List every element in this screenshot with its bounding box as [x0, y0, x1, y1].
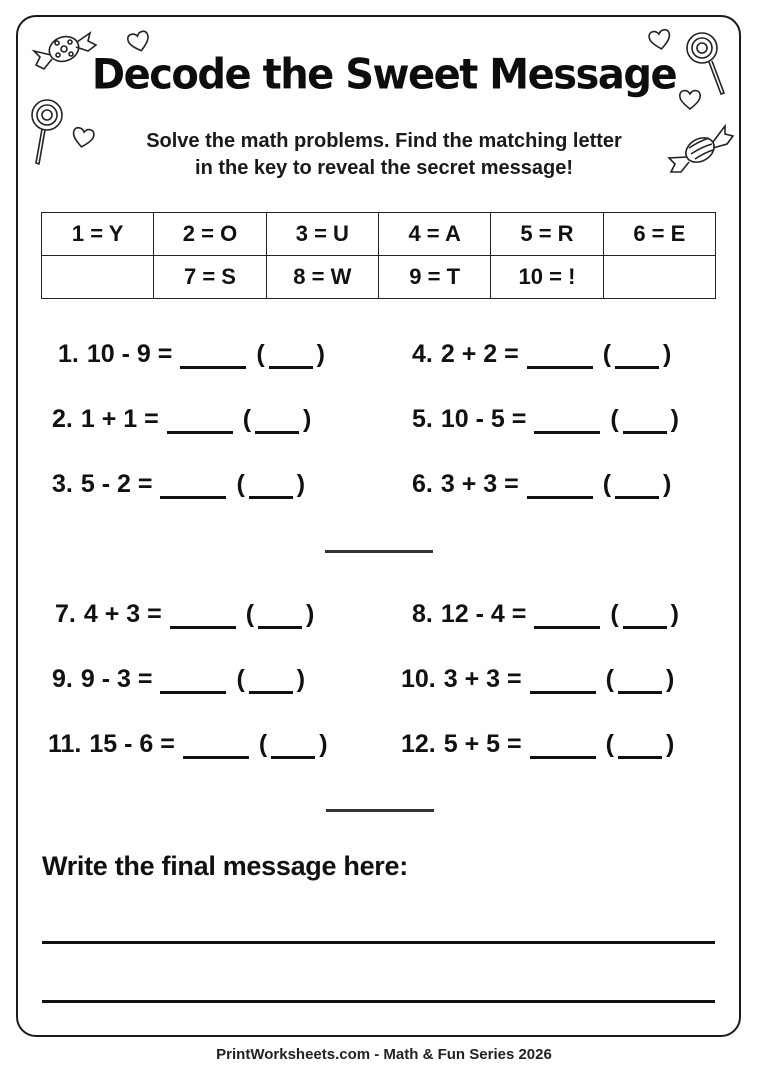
letter-blank[interactable] — [615, 479, 659, 499]
problem-6: 6. 3 + 3 = ( ) — [412, 470, 672, 498]
problem-number: 11. — [48, 730, 82, 758]
problem-expression: 2 + 2 = — [440, 340, 519, 368]
key-cell: 8 = W — [266, 256, 378, 299]
answer-blank[interactable] — [534, 609, 600, 629]
problem-number: 9. — [52, 665, 73, 693]
key-cell: 2 = O — [154, 213, 266, 256]
worksheet-title: Decode the Sweet Message — [91, 50, 677, 100]
problem-number: 3. — [52, 470, 73, 498]
problem-number: 5. — [412, 405, 433, 433]
answer-blank[interactable] — [527, 349, 593, 369]
word-separator-2 — [326, 809, 434, 812]
problem-10: 10. 3 + 3 = ( ) — [401, 665, 675, 693]
letter-blank[interactable] — [618, 674, 662, 694]
answer-blank[interactable] — [170, 609, 236, 629]
problem-4: 4. 2 + 2 = ( ) — [412, 340, 672, 368]
instructions-line-2: in the key to reveal the secret message! — [195, 157, 573, 179]
problem-expression: 15 - 6 = — [89, 730, 175, 758]
problem-3: 3. 5 - 2 = ( ) — [52, 470, 306, 498]
answer-blank[interactable] — [534, 414, 600, 434]
key-cell-empty — [42, 256, 154, 299]
problem-number: 6. — [412, 470, 433, 498]
key-cell: 10 = ! — [491, 256, 603, 299]
problem-number: 7. — [55, 600, 76, 628]
letter-blank[interactable] — [271, 739, 315, 759]
answer-blank[interactable] — [160, 674, 226, 694]
problem-expression: 5 - 2 = — [80, 470, 153, 498]
problem-8: 8. 12 - 4 = ( ) — [412, 600, 679, 628]
problem-expression: 3 + 3 = — [443, 665, 522, 693]
problem-expression: 10 - 9 = — [86, 340, 173, 368]
problem-2: 2. 1 + 1 = ( ) — [52, 405, 312, 433]
answer-blank[interactable] — [527, 479, 593, 499]
letter-blank[interactable] — [615, 349, 659, 369]
problem-11: 11. 15 - 6 = ( ) — [48, 730, 328, 758]
key-cell: 1 = Y — [42, 213, 154, 256]
problem-expression: 1 + 1 = — [80, 405, 159, 433]
problem-9: 9. 9 - 3 = ( ) — [52, 665, 306, 693]
answer-blank[interactable] — [530, 739, 596, 759]
letter-blank[interactable] — [618, 739, 662, 759]
heart-icon — [647, 28, 673, 52]
problem-expression: 5 + 5 = — [443, 730, 522, 758]
answer-blank[interactable] — [530, 674, 596, 694]
problem-7: 7. 4 + 3 = ( ) — [55, 600, 315, 628]
problem-5: 5. 10 - 5 = ( ) — [412, 405, 679, 433]
problem-number: 10. — [401, 665, 436, 693]
problem-number: 2. — [52, 405, 73, 433]
letter-blank[interactable] — [249, 674, 293, 694]
letter-blank[interactable] — [623, 414, 667, 434]
final-message-line-2[interactable] — [42, 1000, 715, 1003]
problem-number: 1. — [58, 340, 79, 368]
letter-blank[interactable] — [623, 609, 667, 629]
problem-expression: 12 - 4 = — [440, 600, 527, 628]
answer-blank[interactable] — [160, 479, 226, 499]
final-message-line-1[interactable] — [42, 941, 715, 944]
word-separator-1 — [325, 550, 433, 553]
key-cell-empty — [603, 256, 715, 299]
answer-blank[interactable] — [180, 349, 246, 369]
problem-12: 12. 5 + 5 = ( ) — [401, 730, 675, 758]
problem-expression: 4 + 3 = — [83, 600, 162, 628]
answer-blank[interactable] — [167, 414, 233, 434]
letter-blank[interactable] — [249, 479, 293, 499]
letter-blank[interactable] — [255, 414, 299, 434]
final-message-label: Write the final message here: — [42, 851, 408, 881]
problem-expression: 3 + 3 = — [440, 470, 519, 498]
footer-credit: PrintWorksheets.com - Math & Fun Series 2026 — [216, 1046, 552, 1063]
decoder-key-table — [41, 212, 716, 299]
problem-1: 1. 10 - 9 = ( ) — [58, 340, 325, 368]
answer-blank[interactable] — [183, 739, 249, 759]
instructions-line-1: Solve the math problems. Find the matching letter — [146, 130, 622, 152]
letter-blank[interactable] — [269, 349, 313, 369]
key-cell: 5 = R — [491, 213, 603, 256]
letter-blank[interactable] — [258, 609, 302, 629]
problem-number: 12. — [401, 730, 436, 758]
problem-number: 4. — [412, 340, 433, 368]
instructions — [0, 128, 768, 182]
problem-expression: 10 - 5 = — [440, 405, 527, 433]
key-cell: 7 = S — [154, 256, 266, 299]
key-row-2 — [42, 256, 716, 299]
key-cell: 3 = U — [266, 213, 378, 256]
problem-expression: 9 - 3 = — [80, 665, 153, 693]
key-cell: 4 = A — [378, 213, 490, 256]
key-cell: 9 = T — [378, 256, 490, 299]
key-row-1 — [42, 213, 716, 256]
key-cell: 6 = E — [603, 213, 715, 256]
problem-number: 8. — [412, 600, 433, 628]
